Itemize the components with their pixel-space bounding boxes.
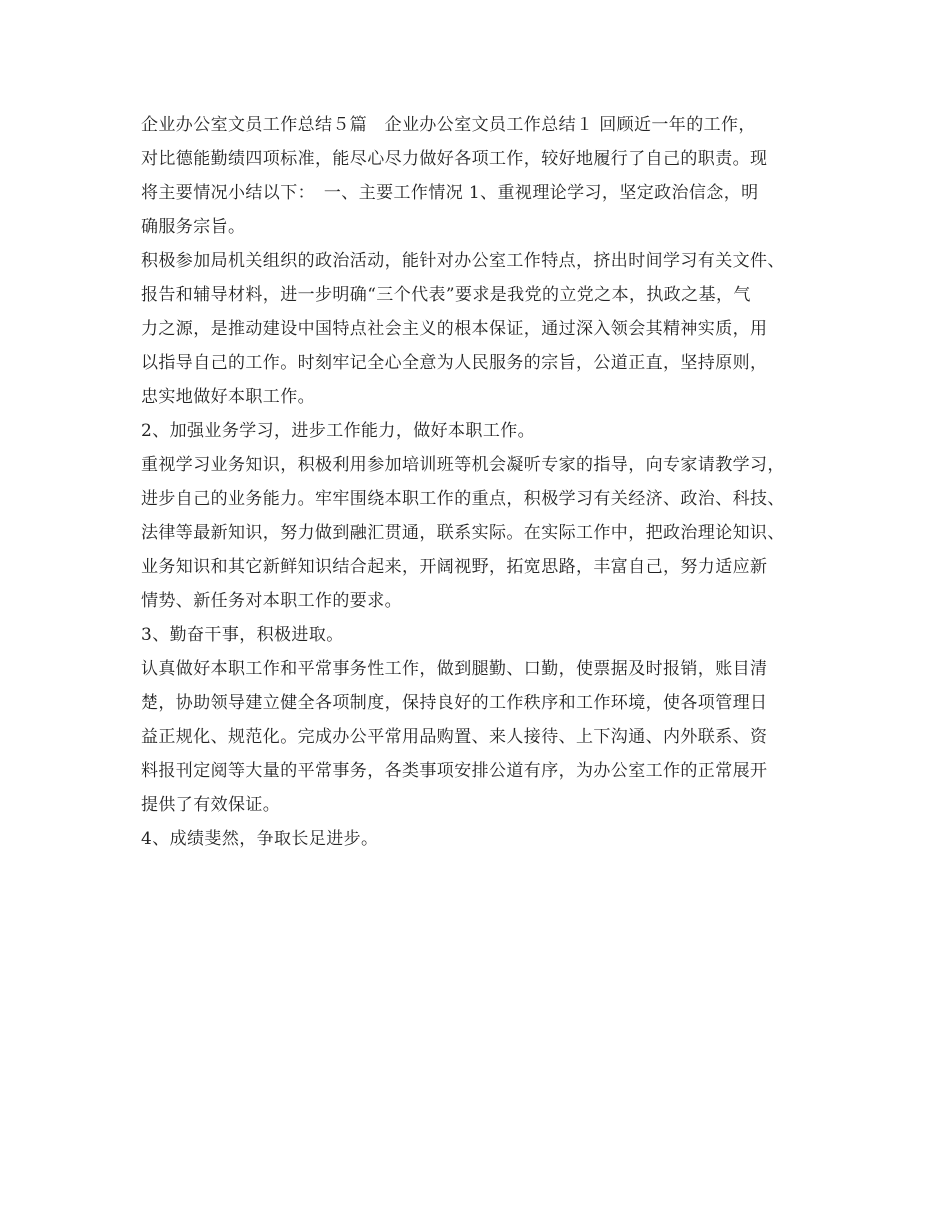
text-line: 情势、新任务对本职工作的要求。	[141, 591, 402, 611]
text-line: 益正规化、规范化。完成办公平常用品购置、来人接待、上下沟通、内外联系、资	[141, 727, 768, 747]
text-line: 确服务宗旨。	[141, 217, 246, 237]
text-line: 以指导自己的工作。时刻牢记全心全意为人民服务的宗旨，公道正直，坚持原则，	[141, 353, 768, 373]
text-line: 提供了有效保证。	[141, 795, 281, 815]
section-heading: 2、加强业务学习，进步工作能力，做好本职工作。	[141, 421, 536, 441]
section-heading: 3、勤奋干事，积极进取。	[141, 625, 344, 645]
text-line: 积极参加局机关组织的政治活动，能针对办公室工作特点，挤出时间学习有关文件、	[141, 251, 785, 271]
text-line: 料报刊定阅等大量的平常事务，各类事项安排公道有序，为办公室工作的正常展开	[141, 761, 768, 781]
text-line: 重视学习业务知识，积极利用参加培训班等机会凝听专家的指导，向专家请教学习，	[141, 455, 785, 475]
text-line: 企业办公室文员工作总结５篇 企业办公室文员工作总结１ 回顾近一年的工作，	[141, 115, 756, 135]
text-line: 对比德能勤绩四项标准，能尽心尽力做好各项工作，较好地履行了自己的职责。现	[141, 149, 768, 169]
text-line: 忠实地做好本职工作。	[141, 387, 315, 407]
document-body	[141, 108, 841, 856]
text-line: 楚，协助领导建立健全各项制度，保持良好的工作秩序和工作环境，使各项管理日	[141, 693, 768, 713]
text-line: 认真做好本职工作和平常事务性工作，做到腿勤、口勤，使票据及时报销，账目清	[141, 659, 768, 679]
text-line: 报告和辅导材料，进一步明确“三个代表”要求是我党的立党之本，执政之基，气	[141, 285, 751, 305]
text-line: 法律等最新知识，努力做到融汇贯通，联系实际。在实际工作中，把政治理论知识、	[141, 523, 785, 543]
text-line: 业务知识和其它新鲜知识结合起来，开阔视野，拓宽思路，丰富自己，努力适应新	[141, 557, 768, 577]
text-line: 进步自己的业务能力。牢牢围绕本职工作的重点，积极学习有关经济、政治、科技、	[141, 489, 785, 509]
section-heading: 4、成绩斐然，争取长足进步。	[141, 829, 379, 849]
text-line: 将主要情况小结以下： 一、主要工作情况 1、重视理论学习，坚定政治信念，明	[141, 183, 759, 203]
text-line: 力之源，是推动建设中国特点社会主义的根本保证，通过深入领会其精神实质，用	[141, 319, 768, 339]
